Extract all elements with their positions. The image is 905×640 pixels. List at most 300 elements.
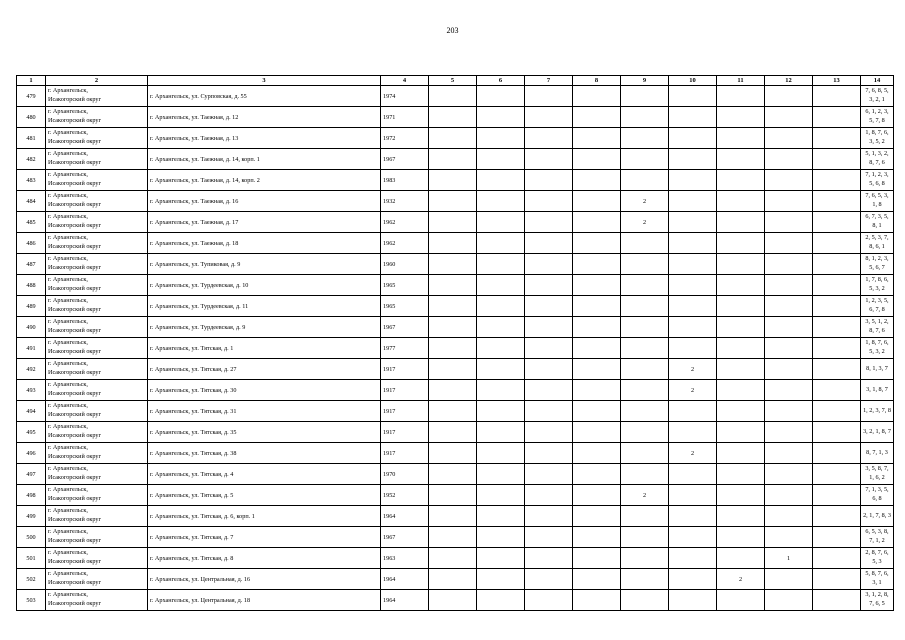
- district-line: Исакогорский округ: [48, 348, 102, 355]
- year-cell: 1970: [381, 464, 429, 485]
- value-cell-12: [765, 191, 813, 212]
- value-cell-7: [525, 359, 573, 380]
- value-cell-9: 2: [621, 485, 669, 506]
- value-cell-6: [477, 359, 525, 380]
- table-row: [17, 275, 894, 296]
- district-line: г. Архангельск,: [48, 570, 88, 578]
- value-cell-6: [477, 380, 525, 401]
- column-header-1: 1: [17, 76, 46, 86]
- value-cell-11: [717, 464, 765, 485]
- district-cell: [46, 422, 148, 443]
- value-cell-5: [429, 86, 477, 107]
- value-cell-10: [669, 485, 717, 506]
- value-cell-12: [765, 296, 813, 317]
- value-cell-10: [669, 527, 717, 548]
- value-cell-11: [717, 317, 765, 338]
- year-cell: 1962: [381, 212, 429, 233]
- address-cell: г. Архангельск, ул. Таежная, д. 16: [148, 191, 381, 212]
- value-cell-11: [717, 170, 765, 191]
- value-cell-13: [813, 548, 861, 569]
- district-cell: [46, 107, 148, 128]
- sequence-cell: 1, 2, 3, 5, 6, 7, 8: [861, 296, 894, 317]
- column-header-8: 8: [573, 76, 621, 86]
- value-cell-7: [525, 233, 573, 254]
- row-number: 502: [17, 569, 46, 590]
- value-cell-7: [525, 569, 573, 590]
- value-cell-8: [573, 464, 621, 485]
- value-cell-10: 2: [669, 443, 717, 464]
- year-cell: 1963: [381, 548, 429, 569]
- address-cell: г. Архангельск, ул. Тятская, д. 30: [148, 380, 381, 401]
- address-cell: г. Архангельск, ул. Тятская, д. 1: [148, 338, 381, 359]
- sequence-cell: 6, 5, 3, 8, 7, 1, 2: [861, 527, 894, 548]
- year-cell: 1967: [381, 149, 429, 170]
- district-cell: [46, 338, 148, 359]
- table-row: [17, 485, 894, 506]
- table-row: [17, 527, 894, 548]
- district-line: Исакогорский округ: [48, 369, 102, 376]
- value-cell-8: [573, 170, 621, 191]
- district-line: г. Архангельск,: [48, 108, 88, 116]
- row-number: 501: [17, 548, 46, 569]
- value-cell-11: 2: [717, 569, 765, 590]
- row-number: 500: [17, 527, 46, 548]
- value-cell-10: [669, 401, 717, 422]
- value-cell-8: [573, 422, 621, 443]
- value-cell-6: [477, 233, 525, 254]
- value-cell-13: [813, 338, 861, 359]
- value-cell-11: [717, 275, 765, 296]
- table-row: [17, 464, 894, 485]
- value-cell-13: [813, 527, 861, 548]
- district-cell: [46, 317, 148, 338]
- value-cell-13: [813, 191, 861, 212]
- row-number: 497: [17, 464, 46, 485]
- district-cell: [46, 485, 148, 506]
- sequence-cell: 3, 5, 1, 2, 8, 7, 6: [861, 317, 894, 338]
- year-cell: 1917: [381, 380, 429, 401]
- table-row: [17, 296, 894, 317]
- sequence-cell: 1, 8, 7, 6, 3, 5, 2: [861, 128, 894, 149]
- sequence-cell: 1, 7, 8, 6, 5, 3, 2: [861, 275, 894, 296]
- value-cell-11: [717, 107, 765, 128]
- address-cell: г. Архангельск, ул. Тятская, д. 8: [148, 548, 381, 569]
- sequence-cell: 5, 8, 7, 6, 3, 1: [861, 569, 894, 590]
- district-cell: [46, 464, 148, 485]
- table-row: [17, 443, 894, 464]
- table-row: [17, 317, 894, 338]
- value-cell-10: 2: [669, 380, 717, 401]
- value-cell-13: [813, 212, 861, 233]
- value-cell-13: [813, 275, 861, 296]
- value-cell-10: [669, 317, 717, 338]
- address-cell: г. Архангельск, ул. Таежная, д. 14, корп. 1: [148, 149, 381, 170]
- address-cell: г. Архангельск, ул. Тупиковая, д. 9: [148, 254, 381, 275]
- value-cell-8: [573, 380, 621, 401]
- value-cell-12: [765, 359, 813, 380]
- address-cell: г. Архангельск, ул. Тятская, д. 6, корп. 1: [148, 506, 381, 527]
- district-cell: [46, 380, 148, 401]
- value-cell-7: [525, 380, 573, 401]
- sequence-cell: 7, 6, 8, 5, 3, 2, 1: [861, 86, 894, 107]
- table-row: [17, 359, 894, 380]
- district-line: г. Архангельск,: [48, 465, 88, 473]
- value-cell-6: [477, 527, 525, 548]
- value-cell-6: [477, 590, 525, 611]
- row-number: 494: [17, 401, 46, 422]
- value-cell-12: [765, 485, 813, 506]
- value-cell-5: [429, 464, 477, 485]
- district-line: Исакогорский округ: [48, 495, 102, 502]
- value-cell-13: [813, 380, 861, 401]
- row-number: 486: [17, 233, 46, 254]
- district-line: Исакогорский округ: [48, 579, 102, 586]
- value-cell-12: 1: [765, 548, 813, 569]
- value-cell-11: [717, 212, 765, 233]
- value-cell-11: [717, 338, 765, 359]
- value-cell-13: [813, 443, 861, 464]
- district-cell: [46, 275, 148, 296]
- table-row: [17, 380, 894, 401]
- district-line: Исакогорский округ: [48, 285, 102, 292]
- value-cell-6: [477, 275, 525, 296]
- value-cell-5: [429, 191, 477, 212]
- district-line: Исакогорский округ: [48, 201, 102, 208]
- value-cell-7: [525, 317, 573, 338]
- column-header-9: 9: [621, 76, 669, 86]
- column-header-11: 11: [717, 76, 765, 86]
- district-line: г. Архангельск,: [48, 360, 88, 368]
- table-row: [17, 569, 894, 590]
- district-line: г. Архангельск,: [48, 234, 88, 242]
- page-number: 203: [446, 26, 459, 35]
- district-line: г. Архангельск,: [48, 129, 88, 137]
- value-cell-7: [525, 548, 573, 569]
- value-cell-11: [717, 128, 765, 149]
- district-line: г. Архангельск,: [48, 171, 88, 179]
- column-header-10: 10: [669, 76, 717, 86]
- value-cell-8: [573, 401, 621, 422]
- district-line: Исакогорский округ: [48, 327, 102, 334]
- value-cell-5: [429, 422, 477, 443]
- value-cell-12: [765, 590, 813, 611]
- value-cell-11: [717, 422, 765, 443]
- district-line: Исакогорский округ: [48, 306, 102, 313]
- row-number: 488: [17, 275, 46, 296]
- value-cell-8: [573, 233, 621, 254]
- year-cell: 1974: [381, 86, 429, 107]
- district-line: Исакогорский округ: [48, 432, 102, 439]
- district-cell: [46, 359, 148, 380]
- value-cell-13: [813, 254, 861, 275]
- value-cell-6: [477, 212, 525, 233]
- sequence-cell: 5, 1, 3, 2, 8, 7, 6: [861, 149, 894, 170]
- district-cell: [46, 443, 148, 464]
- column-header-12: 12: [765, 76, 813, 86]
- district-line: г. Архангельск,: [48, 381, 88, 389]
- value-cell-6: [477, 443, 525, 464]
- value-cell-6: [477, 401, 525, 422]
- table-row: [17, 422, 894, 443]
- district-line: Исакогорский округ: [48, 558, 102, 565]
- value-cell-8: [573, 275, 621, 296]
- value-cell-9: [621, 275, 669, 296]
- address-cell: г. Архангельск, ул. Тятская, д. 38: [148, 443, 381, 464]
- value-cell-11: [717, 254, 765, 275]
- value-cell-9: [621, 254, 669, 275]
- value-cell-12: [765, 317, 813, 338]
- value-cell-12: [765, 422, 813, 443]
- value-cell-6: [477, 569, 525, 590]
- row-number: 493: [17, 380, 46, 401]
- value-cell-9: [621, 128, 669, 149]
- value-cell-6: [477, 149, 525, 170]
- address-cell: г. Архангельск, ул. Таежная, д. 18: [148, 233, 381, 254]
- housing-register-table: [16, 75, 894, 611]
- value-cell-9: [621, 107, 669, 128]
- column-header-13: 13: [813, 76, 861, 86]
- year-cell: 1965: [381, 296, 429, 317]
- value-cell-13: [813, 569, 861, 590]
- district-line: Исакогорский округ: [48, 453, 102, 460]
- district-line: г. Архангельск,: [48, 87, 88, 95]
- address-cell: г. Архангельск, ул. Турдеевская, д. 9: [148, 317, 381, 338]
- row-number: 483: [17, 170, 46, 191]
- value-cell-6: [477, 548, 525, 569]
- value-cell-7: [525, 527, 573, 548]
- sequence-cell: 6, 7, 3, 5, 8, 1: [861, 212, 894, 233]
- value-cell-13: [813, 149, 861, 170]
- value-cell-12: [765, 464, 813, 485]
- value-cell-5: [429, 212, 477, 233]
- table-row: [17, 107, 894, 128]
- address-cell: г. Архангельск, ул. Центральная, д. 18: [148, 590, 381, 611]
- value-cell-13: [813, 128, 861, 149]
- value-cell-8: [573, 548, 621, 569]
- value-cell-5: [429, 149, 477, 170]
- value-cell-9: [621, 86, 669, 107]
- value-cell-8: [573, 485, 621, 506]
- value-cell-9: [621, 590, 669, 611]
- value-cell-7: [525, 254, 573, 275]
- row-number: 495: [17, 422, 46, 443]
- value-cell-11: [717, 401, 765, 422]
- value-cell-10: [669, 107, 717, 128]
- value-cell-12: [765, 569, 813, 590]
- value-cell-10: [669, 548, 717, 569]
- address-cell: г. Архангельск, ул. Турдеевская, д. 10: [148, 275, 381, 296]
- table-row: [17, 548, 894, 569]
- district-line: г. Архангельск,: [48, 339, 88, 347]
- address-cell: г. Архангельск, ул. Тятская, д. 5: [148, 485, 381, 506]
- district-cell: [46, 296, 148, 317]
- value-cell-9: [621, 464, 669, 485]
- value-cell-12: [765, 443, 813, 464]
- row-number: 487: [17, 254, 46, 275]
- value-cell-9: [621, 569, 669, 590]
- table-row: [17, 401, 894, 422]
- value-cell-6: [477, 128, 525, 149]
- value-cell-7: [525, 443, 573, 464]
- address-cell: г. Архангельск, ул. Тятская, д. 27: [148, 359, 381, 380]
- year-cell: 1964: [381, 569, 429, 590]
- district-line: Исакогорский округ: [48, 96, 102, 103]
- district-line: Исакогорский округ: [48, 243, 102, 250]
- row-number: 491: [17, 338, 46, 359]
- district-cell: [46, 128, 148, 149]
- table-row: [17, 212, 894, 233]
- year-cell: 1917: [381, 443, 429, 464]
- value-cell-9: [621, 380, 669, 401]
- row-number: 489: [17, 296, 46, 317]
- sequence-cell: 7, 6, 5, 3, 1, 8: [861, 191, 894, 212]
- value-cell-5: [429, 317, 477, 338]
- district-line: Исакогорский округ: [48, 159, 102, 166]
- value-cell-6: [477, 107, 525, 128]
- value-cell-7: [525, 506, 573, 527]
- value-cell-11: [717, 590, 765, 611]
- district-line: г. Архангельск,: [48, 255, 88, 263]
- value-cell-9: [621, 149, 669, 170]
- district-line: г. Архангельск,: [48, 192, 88, 200]
- value-cell-9: [621, 317, 669, 338]
- district-cell: [46, 590, 148, 611]
- value-cell-10: [669, 86, 717, 107]
- value-cell-11: [717, 86, 765, 107]
- value-cell-9: [621, 443, 669, 464]
- value-cell-5: [429, 170, 477, 191]
- district-cell: [46, 86, 148, 107]
- value-cell-13: [813, 317, 861, 338]
- value-cell-5: [429, 338, 477, 359]
- value-cell-5: [429, 233, 477, 254]
- year-cell: 1971: [381, 107, 429, 128]
- table-row: [17, 338, 894, 359]
- row-number: 482: [17, 149, 46, 170]
- year-cell: 1977: [381, 338, 429, 359]
- value-cell-6: [477, 485, 525, 506]
- value-cell-9: 2: [621, 212, 669, 233]
- sequence-cell: 1, 2, 3, 7, 8: [861, 401, 894, 422]
- value-cell-13: [813, 107, 861, 128]
- value-cell-6: [477, 422, 525, 443]
- column-header-5: 5: [429, 76, 477, 86]
- row-number: 499: [17, 506, 46, 527]
- value-cell-13: [813, 233, 861, 254]
- sequence-cell: 3, 1, 2, 8, 7, 6, 5: [861, 590, 894, 611]
- value-cell-11: [717, 485, 765, 506]
- sequence-cell: 2, 8, 7, 6, 5, 3: [861, 548, 894, 569]
- value-cell-9: 2: [621, 191, 669, 212]
- value-cell-5: [429, 443, 477, 464]
- sequence-cell: 6, 1, 2, 3, 5, 7, 8: [861, 107, 894, 128]
- value-cell-11: [717, 506, 765, 527]
- sequence-cell: 8, 1, 3, 7: [861, 359, 894, 380]
- address-cell: г. Архангельск, ул. Тятская, д. 35: [148, 422, 381, 443]
- value-cell-7: [525, 170, 573, 191]
- value-cell-5: [429, 128, 477, 149]
- value-cell-10: [669, 590, 717, 611]
- row-number: 481: [17, 128, 46, 149]
- value-cell-12: [765, 380, 813, 401]
- value-cell-11: [717, 548, 765, 569]
- value-cell-10: [669, 569, 717, 590]
- district-line: Исакогорский округ: [48, 390, 102, 397]
- value-cell-12: [765, 254, 813, 275]
- year-cell: 1917: [381, 359, 429, 380]
- value-cell-11: [717, 233, 765, 254]
- district-cell: [46, 527, 148, 548]
- value-cell-8: [573, 191, 621, 212]
- value-cell-6: [477, 86, 525, 107]
- table-row: [17, 128, 894, 149]
- table-body: [17, 86, 894, 611]
- district-line: г. Архангельск,: [48, 528, 88, 536]
- value-cell-6: [477, 317, 525, 338]
- year-cell: 1932: [381, 191, 429, 212]
- value-cell-11: [717, 191, 765, 212]
- row-number: 490: [17, 317, 46, 338]
- year-cell: 1917: [381, 401, 429, 422]
- value-cell-13: [813, 422, 861, 443]
- sequence-cell: 7, 1, 2, 3, 5, 6, 8: [861, 170, 894, 191]
- value-cell-5: [429, 401, 477, 422]
- value-cell-5: [429, 548, 477, 569]
- sequence-cell: 3, 1, 8, 7: [861, 380, 894, 401]
- district-line: г. Архангельск,: [48, 507, 88, 515]
- district-cell: [46, 212, 148, 233]
- value-cell-10: [669, 464, 717, 485]
- value-cell-9: [621, 401, 669, 422]
- district-line: Исакогорский округ: [48, 222, 102, 229]
- table-row: [17, 254, 894, 275]
- district-line: Исакогорский округ: [48, 117, 102, 124]
- row-number: 479: [17, 86, 46, 107]
- column-header-3: 3: [148, 76, 381, 86]
- value-cell-6: [477, 170, 525, 191]
- table-row: [17, 86, 894, 107]
- value-cell-6: [477, 296, 525, 317]
- table-row: [17, 590, 894, 611]
- value-cell-10: [669, 338, 717, 359]
- value-cell-5: [429, 359, 477, 380]
- sequence-cell: 3, 5, 8, 7, 1, 6, 2: [861, 464, 894, 485]
- value-cell-9: [621, 548, 669, 569]
- row-number: 480: [17, 107, 46, 128]
- value-cell-6: [477, 464, 525, 485]
- value-cell-5: [429, 254, 477, 275]
- value-cell-9: [621, 527, 669, 548]
- value-cell-9: [621, 506, 669, 527]
- value-cell-13: [813, 506, 861, 527]
- year-cell: 1962: [381, 233, 429, 254]
- value-cell-6: [477, 338, 525, 359]
- row-number: 492: [17, 359, 46, 380]
- value-cell-10: [669, 233, 717, 254]
- value-cell-11: [717, 527, 765, 548]
- column-header-14: 14: [861, 76, 894, 86]
- value-cell-13: [813, 590, 861, 611]
- value-cell-7: [525, 149, 573, 170]
- value-cell-12: [765, 170, 813, 191]
- value-cell-7: [525, 590, 573, 611]
- address-cell: г. Архангельск, ул. Тятская, д. 7: [148, 527, 381, 548]
- column-number-header-row: [17, 76, 894, 86]
- district-line: Исакогорский округ: [48, 180, 102, 187]
- address-cell: г. Архангельск, ул. Таежная, д. 14, корп. 2: [148, 170, 381, 191]
- year-cell: 1965: [381, 275, 429, 296]
- district-cell: [46, 254, 148, 275]
